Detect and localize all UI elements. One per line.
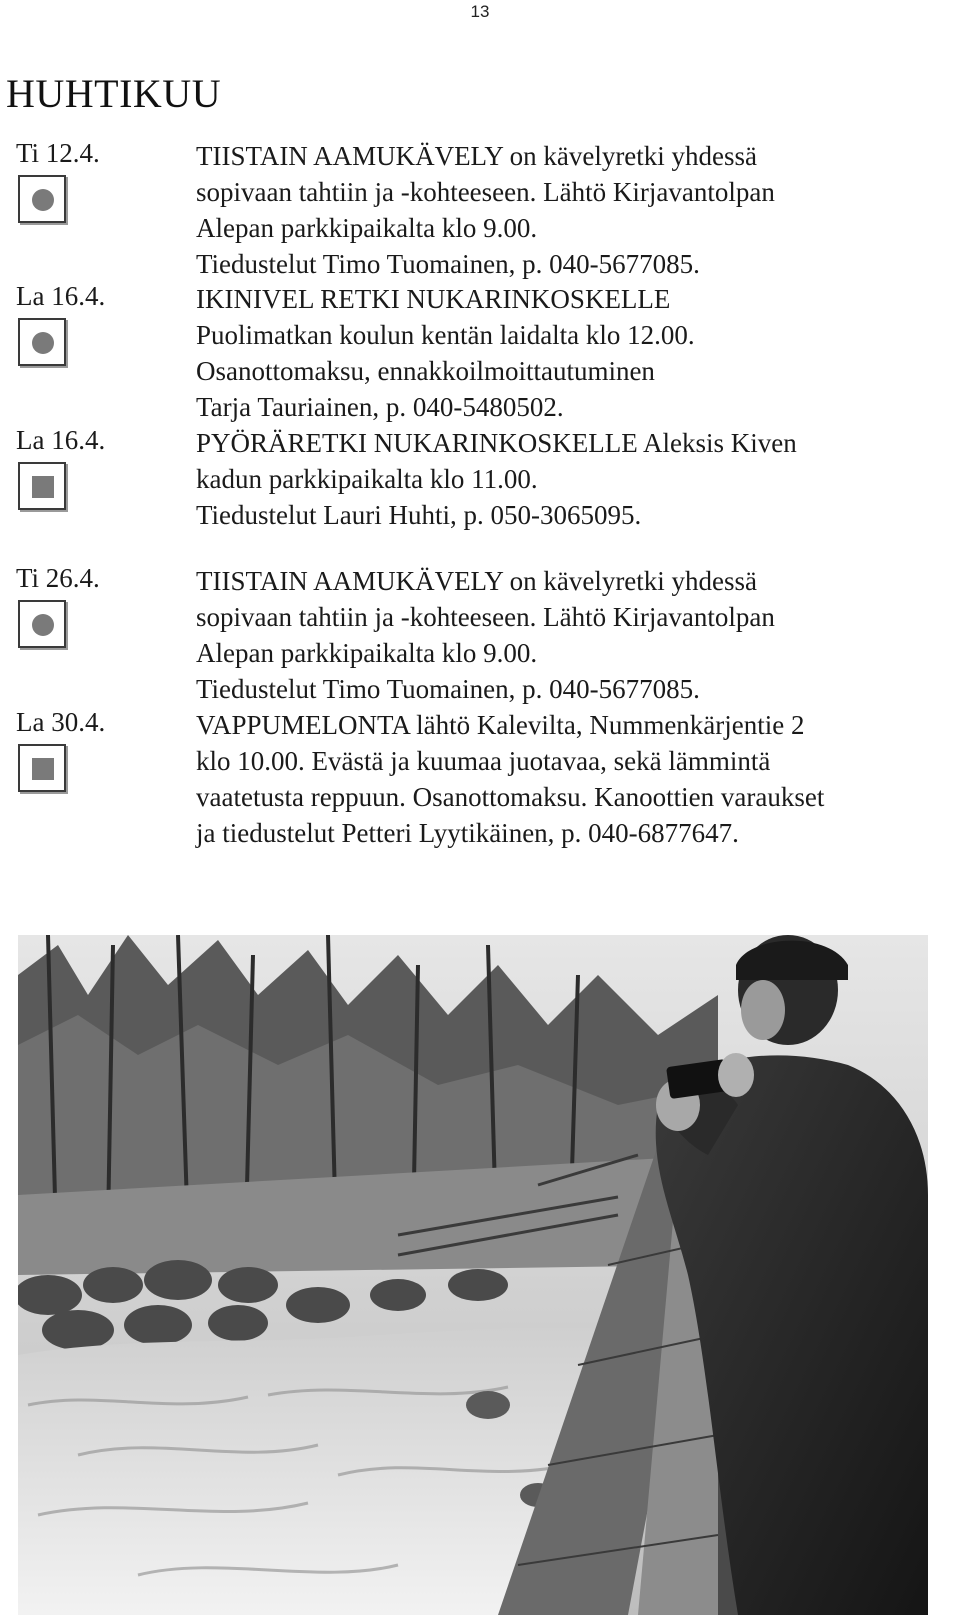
- event-line: IKINIVEL RETKI NUKARINKOSKELLE: [196, 284, 671, 314]
- event-description: [196, 563, 936, 707]
- walk-circle-icon: [18, 318, 66, 366]
- bike-square-icon: [18, 462, 66, 510]
- event-line: Osanottomaksu, ennakkoilmoittautuminen: [196, 356, 655, 386]
- walk-circle-icon: [18, 600, 66, 648]
- event-date: Ti 26.4.: [16, 563, 100, 593]
- event-date: La 30.4.: [16, 707, 106, 737]
- month-title: HUHTIKUU: [6, 71, 222, 116]
- event-line: TIISTAIN AAMUKÄVELY on kävelyretki yhdessä: [196, 141, 758, 171]
- event-description: [196, 138, 936, 282]
- event-description: [196, 281, 936, 425]
- event-line: Tiedustelut Timo Tuomainen, p. 040-5677085.: [196, 674, 700, 704]
- event-description: [196, 425, 936, 533]
- event-line: sopivaan tahtiin ja -kohteeseen. Lähtö Kirjavantolpan: [196, 602, 775, 632]
- rapids-photo: [18, 935, 928, 1615]
- event-line: ja tiedustelut Petteri Lyytikäinen, p. 040-6877647.: [196, 818, 739, 848]
- event-line: Puolimatkan koulun kentän laidalta klo 12.00.: [196, 320, 695, 350]
- walk-circle-icon: [18, 175, 66, 223]
- event-line: kadun parkkipaikalta klo 11.00.: [196, 464, 538, 494]
- event-line: PYÖRÄRETKI NUKARINKOSKELLE Aleksis Kiven: [196, 428, 797, 458]
- event-date: La 16.4.: [16, 281, 106, 311]
- event-line: sopivaan tahtiin ja -kohteeseen. Lähtö Kirjavantolpan: [196, 177, 775, 207]
- event-line: Tarja Tauriainen, p. 040-5480502.: [196, 392, 564, 422]
- event-line: VAPPUMELONTA lähtö Kalevilta, Nummenkärjentie 2: [196, 710, 805, 740]
- event-line: Alepan parkkipaikalta klo 9.00.: [196, 213, 538, 243]
- event-description: [196, 707, 936, 851]
- event-line: Tiedustelut Lauri Huhti, p. 050-3065095.: [196, 500, 642, 530]
- canoe-square-icon: [18, 744, 66, 792]
- event-line: Alepan parkkipaikalta klo 9.00.: [196, 638, 538, 668]
- event-date: Ti 12.4.: [16, 138, 100, 168]
- event-line: TIISTAIN AAMUKÄVELY on kävelyretki yhdessä: [196, 566, 758, 596]
- event-line: Tiedustelut Timo Tuomainen, p. 040-5677085.: [196, 249, 700, 279]
- event-date: La 16.4.: [16, 425, 106, 455]
- page-number: 13: [470, 2, 490, 21]
- event-line: vaatetusta reppuun. Osanottomaksu. Kanoottien varaukset: [196, 782, 825, 812]
- event-line: klo 10.00. Evästä ja kuumaa juotavaa, sekä lämmintä: [196, 746, 771, 776]
